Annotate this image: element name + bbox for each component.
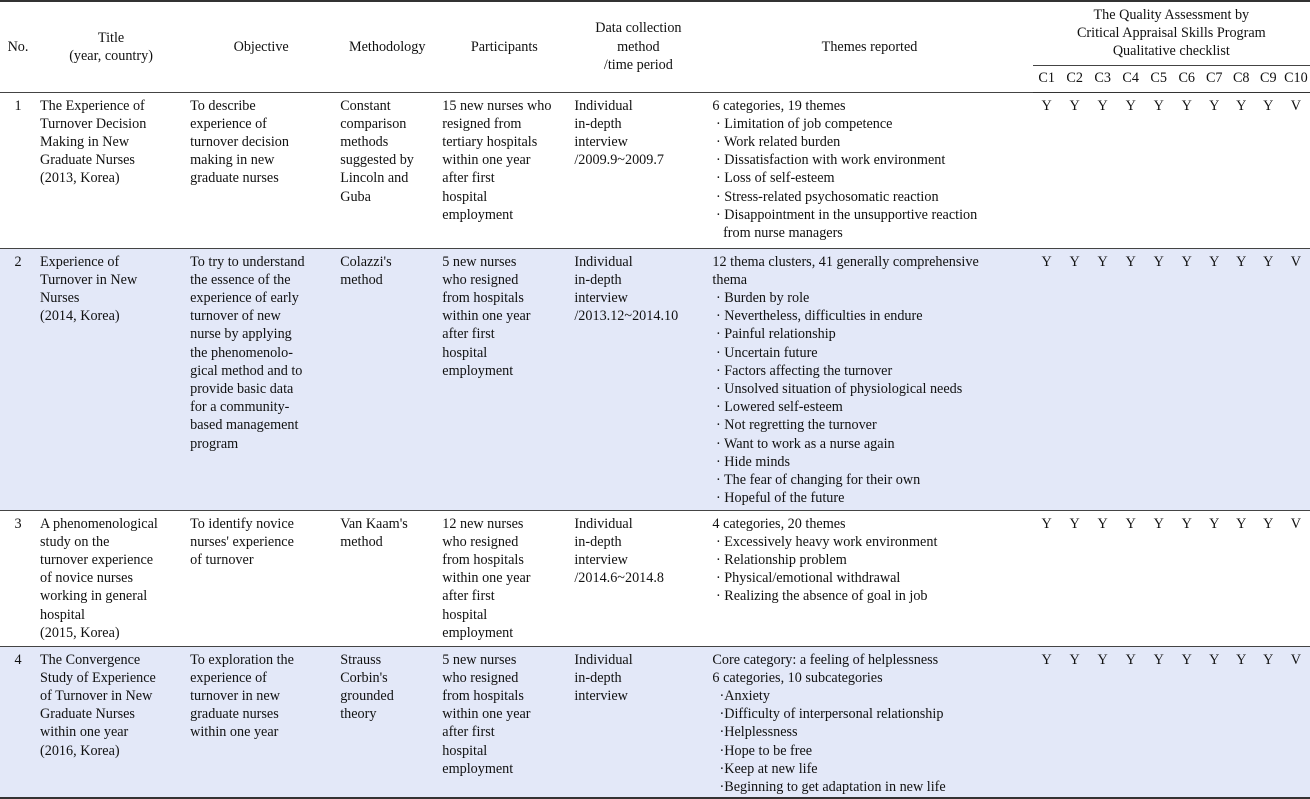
cell-themes-line: 6 categories, 10 subcategories [712, 669, 883, 686]
cell-criterion-1: Y [1033, 510, 1061, 646]
cell-objective-line: making in new [190, 152, 275, 169]
cell-criterion-7: Y [1201, 646, 1228, 798]
cell-participants-line: 15 new nurses who [442, 97, 552, 114]
cell-methodology-line: method [340, 533, 383, 550]
cell-criterion-1: Y [1033, 248, 1061, 510]
cell-participants-line: 5 new nurses [442, 651, 517, 668]
cell-title-line: turnover experience [40, 551, 154, 568]
cell-objective-line: for a community- [190, 399, 290, 416]
cell-no: 4 [0, 646, 36, 798]
cell-methodology-line: theory [340, 706, 377, 723]
cell-objective-line: of turnover [190, 551, 254, 568]
cell-title-line: Graduate Nurses [40, 152, 135, 169]
cell-themes-line: · Uncertain future [712, 344, 818, 361]
header-methodology: Methodology [336, 1, 438, 92]
cell-methodology [336, 92, 438, 248]
cell-participants-line: after first [442, 724, 495, 741]
header-data-collection: Data collection method /time period [570, 1, 706, 92]
cell-criterion-10: V [1282, 92, 1310, 248]
cell-title-line: study on the [40, 533, 110, 550]
cell-themes-line: ·Difficulty of interpersonal relationship [712, 706, 944, 723]
cell-methodology-line: Strauss [340, 651, 382, 668]
cell-participants-line: hospital [442, 344, 488, 361]
cell-themes-line: thema [712, 271, 748, 288]
cell-methodology [336, 510, 438, 646]
cell-title-line: (2014, Korea) [40, 308, 120, 325]
cell-criterion-4: Y [1117, 92, 1145, 248]
cell-participants-line: who resigned [442, 533, 519, 550]
cell-title-line: (2015, Korea) [40, 624, 120, 641]
cell-title-line: Making in New [40, 133, 130, 150]
cell-criterion-3: Y [1089, 510, 1117, 646]
cell-criterion-9: Y [1255, 92, 1282, 248]
cell-themes-line: Core category: a feeling of helplessness [712, 651, 939, 668]
header-row [0, 1, 1310, 65]
cell-objective-line: nurses' experience [190, 533, 294, 550]
cell-participants-line: after first [442, 326, 495, 343]
cell-themes [706, 248, 1032, 510]
cell-title-line: Experience of [40, 253, 120, 270]
cell-criterion-10: V [1282, 248, 1310, 510]
cell-criterion-6: Y [1173, 248, 1201, 510]
cell-themes-line: 12 thema clusters, 41 generally comprehensive [712, 253, 979, 270]
cell-criterion-5: Y [1145, 646, 1173, 798]
cell-data-collection-line: /2013.12~2014.10 [574, 308, 679, 325]
cell-title-line: hospital [40, 606, 85, 623]
cell-criterion-5: Y [1145, 510, 1173, 646]
cell-themes-line: · Burden by role [712, 289, 810, 306]
cell-title-line: Turnover Decision [40, 115, 147, 132]
header-criterion: C10 [1282, 65, 1310, 92]
cell-objective-line: nurse by applying [190, 326, 292, 343]
cell-title-line: (2013, Korea) [40, 170, 120, 187]
cell-data-collection-line: in-depth [574, 669, 622, 686]
cell-methodology-line: methods [340, 133, 389, 150]
cell-objective-line: provide basic data [190, 380, 294, 397]
cell-criterion-4: Y [1117, 248, 1145, 510]
cell-participants-line: within one year [442, 152, 531, 169]
cell-themes-line: · Want to work as a nurse again [712, 435, 895, 452]
header-title: Title (year, country) [36, 1, 186, 92]
cell-criterion-2: Y [1061, 646, 1089, 798]
cell-participants-line: employment [442, 760, 514, 777]
cell-criterion-4: Y [1117, 510, 1145, 646]
cell-objective-line: experience of [190, 669, 267, 686]
cell-methodology [336, 646, 438, 798]
cell-participants-line: hospital [442, 606, 488, 623]
cell-themes-line: 4 categories, 20 themes [712, 515, 846, 532]
cell-themes [706, 646, 1032, 798]
cell-participants [438, 510, 570, 646]
cell-objective-line: turnover of new [190, 308, 281, 325]
cell-themes-line: · Factors affecting the turnover [712, 362, 893, 379]
cell-data-collection-line: interview [574, 551, 628, 568]
cell-title [36, 646, 186, 798]
cell-objective-line: To exploration the [190, 651, 294, 668]
cell-title-line: Graduate Nurses [40, 706, 135, 723]
cell-objective-line: To try to understand [190, 253, 305, 270]
cell-criterion-6: Y [1173, 510, 1201, 646]
cell-title [36, 510, 186, 646]
cell-themes-line: · Physical/emotional withdrawal [712, 570, 901, 587]
cell-objective-line: within one year [190, 724, 279, 741]
cell-themes-line: from nurse managers [712, 224, 843, 241]
cell-participants-line: hospital [442, 742, 488, 759]
cell-themes-line: ·Beginning to get adaptation in new life [712, 778, 946, 795]
cell-data-collection-line: interview [574, 133, 628, 150]
header-criterion: C7 [1201, 65, 1228, 92]
cell-themes [706, 510, 1032, 646]
cell-title-line: of Turnover in New [40, 687, 153, 704]
cell-criterion-2: Y [1061, 510, 1089, 646]
cell-title [36, 248, 186, 510]
header-criterion: C9 [1255, 65, 1282, 92]
header-participants: Participants [438, 1, 570, 92]
cell-objective [186, 248, 336, 510]
cell-themes-line: · Stress-related psychosomatic reaction [712, 188, 939, 205]
cell-title-line: The Convergence [40, 651, 141, 668]
header-criterion: C5 [1145, 65, 1173, 92]
cell-criterion-9: Y [1255, 646, 1282, 798]
cell-themes-line: · Realizing the absence of goal in job [712, 588, 928, 605]
cell-criterion-4: Y [1117, 646, 1145, 798]
cell-data-collection-line: interview [574, 687, 628, 704]
cell-themes-line: · Nevertheless, difficulties in endure [712, 308, 923, 325]
cell-criterion-3: Y [1089, 92, 1117, 248]
cell-data-collection-line: interview [574, 289, 628, 306]
cell-themes-line: ·Keep at new life [712, 760, 818, 777]
cell-data-collection-line: Individual [574, 97, 633, 114]
cell-participants-line: 5 new nurses [442, 253, 517, 270]
cell-participants-line: after first [442, 170, 495, 187]
cell-no: 2 [0, 248, 36, 510]
header-criterion: C6 [1173, 65, 1201, 92]
cell-title-line: The Experience of [40, 97, 145, 114]
cell-themes-line: 6 categories, 19 themes [712, 97, 846, 114]
cell-participants [438, 646, 570, 798]
header-objective: Objective [186, 1, 336, 92]
cell-title-line: working in general [40, 588, 148, 605]
cell-criterion-5: Y [1145, 92, 1173, 248]
table-row [0, 92, 1310, 248]
header-no: No. [0, 1, 36, 92]
cell-data-collection-line: Individual [574, 253, 633, 270]
cell-methodology-line: method [340, 271, 383, 288]
cell-themes-line: ·Helplessness [712, 724, 798, 741]
cell-participants-line: resigned from [442, 115, 522, 132]
cell-objective-line: To describe [190, 97, 256, 114]
cell-data-collection-line: /2009.9~2009.7 [574, 152, 664, 169]
cell-criterion-3: Y [1089, 248, 1117, 510]
cell-criterion-7: Y [1201, 510, 1228, 646]
cell-objective-line: experience of [190, 115, 267, 132]
cell-participants-line: tertiary hospitals [442, 133, 538, 150]
cell-criterion-1: Y [1033, 92, 1061, 248]
cell-criterion-3: Y [1089, 646, 1117, 798]
cell-methodology-line: comparison [340, 115, 407, 132]
cell-criterion-2: Y [1061, 92, 1089, 248]
cell-methodology [336, 248, 438, 510]
cell-participants-line: from hospitals [442, 551, 524, 568]
cell-objective-line: program [190, 435, 239, 452]
cell-criterion-1: Y [1033, 646, 1061, 798]
cell-participants-line: who resigned [442, 271, 519, 288]
cell-criterion-10: V [1282, 510, 1310, 646]
cell-themes-line: ·Hope to be free [712, 742, 813, 759]
cell-themes-line: · Limitation of job competence [712, 115, 893, 132]
cell-title [36, 92, 186, 248]
cell-themes-line: · Painful relationship [712, 326, 836, 343]
header-criterion: C2 [1061, 65, 1089, 92]
cell-participants [438, 248, 570, 510]
cell-criterion-8: Y [1228, 646, 1255, 798]
cell-objective-line: gical method and to [190, 362, 303, 379]
cell-participants-line: hospital [442, 188, 488, 205]
cell-objective-line: experience of early [190, 289, 299, 306]
cell-themes [706, 92, 1032, 248]
cell-objective-line: To identify novice [190, 515, 294, 532]
cell-themes-line: · Work related burden [712, 133, 841, 150]
header-themes: Themes reported [706, 1, 1032, 92]
cell-participants-line: employment [442, 206, 514, 223]
cell-themes-line: · Lowered self-esteem [712, 399, 843, 416]
header-criterion: C8 [1228, 65, 1255, 92]
cell-participants-line: within one year [442, 308, 531, 325]
cell-no: 1 [0, 92, 36, 248]
cell-data-collection-line: in-depth [574, 533, 622, 550]
cell-criterion-9: Y [1255, 510, 1282, 646]
cell-data-collection-line: in-depth [574, 115, 622, 132]
cell-objective-line: graduate nurses [190, 170, 279, 187]
cell-data-collection-line: in-depth [574, 271, 622, 288]
cell-objective-line: turnover in new [190, 687, 280, 704]
cell-title-line: of novice nurses [40, 570, 133, 587]
cell-criterion-6: Y [1173, 646, 1201, 798]
cell-participants-line: within one year [442, 706, 531, 723]
cell-themes-line: · Hide minds [712, 453, 791, 470]
table-row [0, 646, 1310, 798]
header-criterion: C3 [1089, 65, 1117, 92]
header-criterion: C4 [1117, 65, 1145, 92]
cell-data-collection-line: /2014.6~2014.8 [574, 570, 664, 587]
cell-methodology-line: Lincoln and [340, 170, 409, 187]
cell-data-collection-line: Individual [574, 515, 633, 532]
cell-themes-line: · Dissatisfaction with work environment [712, 152, 946, 169]
cell-methodology-line: Guba [340, 188, 371, 205]
cell-themes-line: ·Anxiety [712, 687, 770, 704]
cell-participants-line: employment [442, 624, 514, 641]
cell-themes-line: · Hopeful of the future [712, 490, 845, 507]
cell-objective [186, 92, 336, 248]
cell-criterion-7: Y [1201, 92, 1228, 248]
cell-themes-line: · Not regretting the turnover [712, 417, 877, 434]
cell-objective-line: the essence of the [190, 271, 291, 288]
cell-participants [438, 92, 570, 248]
cell-title-line: A phenomenological [40, 515, 158, 532]
cell-objective-line: the phenomenolo- [190, 344, 293, 361]
cell-methodology-line: Van Kaam's [340, 515, 408, 532]
cell-criterion-9: Y [1255, 248, 1282, 510]
cell-no: 3 [0, 510, 36, 646]
cell-participants-line: from hospitals [442, 687, 524, 704]
cell-methodology-line: suggested by [340, 152, 414, 169]
cell-data-collection-line: Individual [574, 651, 633, 668]
cell-objective-line: turnover decision [190, 133, 289, 150]
cell-objective-line: graduate nurses [190, 706, 279, 723]
cell-participants-line: within one year [442, 570, 531, 587]
cell-objective [186, 646, 336, 798]
table-row [0, 248, 1310, 510]
cell-data-collection [570, 510, 706, 646]
cell-title-line: Nurses [40, 289, 80, 306]
header-casp: The Quality Assessment by Critical Appraisal Skills Program Qualitative checklist [1033, 1, 1310, 65]
cell-objective [186, 510, 336, 646]
cell-criterion-10: V [1282, 646, 1310, 798]
cell-participants-line: from hospitals [442, 289, 524, 306]
cell-criterion-7: Y [1201, 248, 1228, 510]
cell-criterion-5: Y [1145, 248, 1173, 510]
cell-themes-line: · Disappointment in the unsupportive reaction [712, 206, 978, 223]
cell-participants-line: employment [442, 362, 514, 379]
cell-criterion-2: Y [1061, 248, 1089, 510]
cell-title-line: Turnover in New [40, 271, 138, 288]
cell-participants-line: after first [442, 588, 495, 605]
cell-data-collection [570, 92, 706, 248]
cell-criterion-6: Y [1173, 92, 1201, 248]
cell-title-line: Study of Experience [40, 669, 156, 686]
cell-data-collection [570, 248, 706, 510]
cell-criterion-8: Y [1228, 92, 1255, 248]
cell-title-line: (2016, Korea) [40, 742, 120, 759]
header-criterion: C1 [1033, 65, 1061, 92]
table-body [0, 92, 1310, 798]
cell-methodology-line: Corbin's [340, 669, 388, 686]
cell-title-line: within one year [40, 724, 129, 741]
cell-themes-line: · Relationship problem [712, 551, 847, 568]
cell-themes-line: · Unsolved situation of physiological needs [712, 380, 963, 397]
cell-criterion-8: Y [1228, 248, 1255, 510]
cell-participants-line: 12 new nurses [442, 515, 524, 532]
cell-themes-line: · Excessively heavy work environment [712, 533, 938, 550]
cell-methodology-line: Constant [340, 97, 391, 114]
table-row [0, 510, 1310, 646]
cell-themes-line: · The fear of changing for their own [712, 471, 921, 488]
cell-themes-line: · Loss of self-esteem [712, 170, 835, 187]
cell-criterion-8: Y [1228, 510, 1255, 646]
cell-methodology-line: Colazzi's [340, 253, 392, 270]
cell-participants-line: who resigned [442, 669, 519, 686]
cell-objective-line: based management [190, 417, 299, 434]
cell-data-collection [570, 646, 706, 798]
cell-methodology-line: grounded [340, 687, 394, 704]
